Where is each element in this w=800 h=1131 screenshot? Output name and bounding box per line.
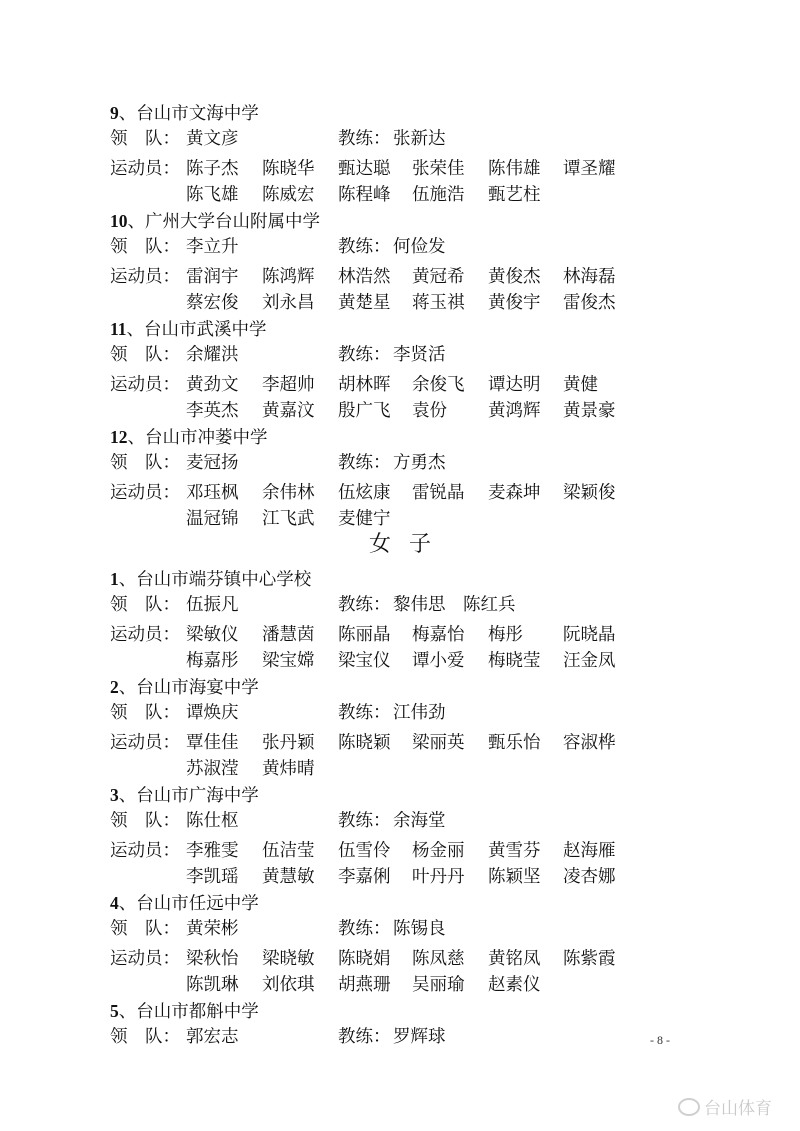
athlete-name: 甄乐怡: [488, 733, 541, 753]
team-number-separator: 、: [127, 212, 145, 232]
athlete-name: 陈子杰: [186, 159, 239, 179]
athlete-name: 伍雪伶: [338, 841, 391, 861]
athlete-name: 麦健宁: [338, 509, 391, 529]
team-name: 台山市冲蒌中学: [145, 428, 268, 448]
team-leader: 伍振凡: [186, 595, 239, 615]
athlete-name: 温冠锦: [186, 509, 239, 529]
athlete-name: 黄慧敏: [262, 867, 315, 887]
team-leader: 麦冠扬: [186, 453, 239, 473]
team-number-separator: 、: [118, 786, 137, 806]
coach-label: 教练：: [338, 811, 391, 831]
team-title: [110, 782, 259, 809]
team-leader: 陈仕枢: [186, 811, 239, 831]
athlete-name: 黄劲文: [186, 375, 239, 395]
team-number: 12: [110, 427, 128, 447]
team-leader: 李立升: [186, 237, 239, 257]
athlete-name: 梅嘉彤: [186, 651, 239, 671]
athlete-name: 黄嘉汶: [262, 401, 315, 421]
coach-label: 教练：: [338, 703, 391, 723]
athletes-label: 运动员：: [110, 375, 180, 395]
watermark: [678, 1094, 772, 1119]
coach-label: 教练：: [338, 129, 391, 149]
watermark-text: 台山体育: [704, 1099, 772, 1119]
team-number: 2: [110, 677, 119, 697]
weibo-icon: [678, 1098, 700, 1116]
team-number: 10: [110, 211, 128, 231]
athlete-name: 苏淑滢: [186, 759, 239, 779]
leader-label: 领 队：: [110, 811, 180, 831]
athlete-name: 梁颖俊: [563, 483, 616, 503]
athlete-name: 梁敏仪: [186, 625, 239, 645]
team-leader: 黄文彦: [186, 129, 239, 149]
athlete-name: 余伟林: [262, 483, 315, 503]
team-coaches: 余海堂: [393, 811, 446, 831]
athlete-name: 陈丽晶: [338, 625, 391, 645]
athlete-name: 黄楚星: [338, 293, 391, 313]
athletes-label: 运动员：: [110, 159, 180, 179]
coach-label: 教练：: [338, 1027, 391, 1047]
athlete-name: 陈伟雄: [488, 159, 541, 179]
coach-label: 教练：: [338, 919, 391, 939]
team-title: [110, 674, 259, 701]
team-title: [110, 566, 311, 593]
athlete-name: 杨金丽: [412, 841, 465, 861]
team-title: [110, 424, 268, 451]
team-name: 台山市都斛中学: [136, 1002, 259, 1022]
athlete-name: 梅彤: [488, 625, 523, 645]
athlete-name: 李雅雯: [186, 841, 239, 861]
team-number: 3: [110, 785, 119, 805]
athlete-name: 蔡宏俊: [186, 293, 239, 313]
team-title: [110, 316, 267, 343]
team-name: 广州大学台山附属中学: [145, 212, 320, 232]
athlete-name: 黄景豪: [563, 401, 616, 421]
athlete-name: 李嘉俐: [338, 867, 391, 887]
team-number: 4: [110, 893, 119, 913]
athletes-label: 运动员：: [110, 483, 180, 503]
team-name: 台山市文海中学: [136, 104, 259, 124]
athlete-name: 黄健: [563, 375, 598, 395]
team-coaches: 张新达: [393, 129, 446, 149]
athlete-name: 梁丽英: [412, 733, 465, 753]
team-coaches: 江伟劲: [393, 703, 446, 723]
athlete-name: 梁秋怡: [186, 949, 239, 969]
athlete-name: 陈凯琳: [186, 975, 239, 995]
team-coaches: 黎伟思 陈红兵: [393, 595, 516, 615]
team-title: [110, 100, 259, 127]
team-coaches: 李贤活: [393, 345, 446, 365]
athlete-name: 张丹颖: [262, 733, 315, 753]
athlete-name: 谭小爱: [412, 651, 465, 671]
athlete-name: 黄冠希: [412, 267, 465, 287]
team-number-separator: 、: [118, 104, 137, 124]
athletes-label: 运动员：: [110, 733, 180, 753]
team-number-separator: 、: [118, 894, 137, 914]
athlete-name: 陈凤慈: [412, 949, 465, 969]
team-leader: 郭宏志: [186, 1027, 239, 1047]
athlete-name: 梅晓莹: [488, 651, 541, 671]
athlete-name: 梅嘉怡: [412, 625, 465, 645]
coach-label: 教练：: [338, 595, 391, 615]
team-name: 台山市广海中学: [136, 786, 259, 806]
leader-label: 领 队：: [110, 237, 180, 257]
athlete-name: 胡林晖: [338, 375, 391, 395]
athlete-name: 陈程峰: [338, 185, 391, 205]
athlete-name: 赵海雁: [563, 841, 616, 861]
athlete-name: 汪金凤: [563, 651, 616, 671]
athlete-name: 雷俊杰: [563, 293, 616, 313]
athletes-label: 运动员：: [110, 949, 180, 969]
leader-label: 领 队：: [110, 129, 180, 149]
athlete-name: 袁份: [412, 401, 447, 421]
athlete-name: 陈紫霞: [563, 949, 616, 969]
team-name: 台山市任远中学: [136, 894, 259, 914]
athlete-name: 覃佳佳: [186, 733, 239, 753]
athlete-name: 黄俊杰: [488, 267, 541, 287]
athlete-name: 殷广飞: [338, 401, 391, 421]
athlete-name: 林浩然: [338, 267, 391, 287]
leader-label: 领 队：: [110, 919, 180, 939]
team-title: [110, 998, 259, 1025]
athlete-name: 蒋玉祺: [412, 293, 465, 313]
team-coaches: 陈锡良: [393, 919, 446, 939]
athlete-name: 刘永昌: [262, 293, 315, 313]
athlete-name: 黄炜晴: [262, 759, 315, 779]
athlete-name: 陈晓娟: [338, 949, 391, 969]
athlete-name: 陈晓颖: [338, 733, 391, 753]
team-coaches: 罗辉球: [393, 1027, 446, 1047]
page-number: - 8 -: [650, 1033, 670, 1047]
athlete-name: 梁晓敏: [262, 949, 315, 969]
team-number-separator: 、: [118, 678, 137, 698]
athlete-name: 陈飞雄: [186, 185, 239, 205]
athlete-name: 叶丹丹: [412, 867, 465, 887]
athletes-label: 运动员：: [110, 267, 180, 287]
leader-label: 领 队：: [110, 453, 180, 473]
athlete-name: 赵素仪: [488, 975, 541, 995]
team-leader: 谭焕庆: [186, 703, 239, 723]
athlete-name: 胡燕珊: [338, 975, 391, 995]
athlete-name: 黄俊宇: [488, 293, 541, 313]
athlete-name: 黄鸿辉: [488, 401, 541, 421]
athlete-name: 伍炫康: [338, 483, 391, 503]
athlete-name: 谭达明: [488, 375, 541, 395]
team-number-separator: 、: [127, 428, 145, 448]
athlete-name: 梁宝仪: [338, 651, 391, 671]
coach-label: 教练：: [338, 237, 391, 257]
athlete-name: 林海磊: [563, 267, 616, 287]
athlete-name: 甄达聪: [338, 159, 391, 179]
athlete-name: 雷锐晶: [412, 483, 465, 503]
athlete-name: 陈鸿辉: [262, 267, 315, 287]
athlete-name: 李凯瑶: [186, 867, 239, 887]
leader-label: 领 队：: [110, 595, 180, 615]
athlete-name: 伍施浩: [412, 185, 465, 205]
team-name: 台山市海宴中学: [136, 678, 259, 698]
team-coaches: 方勇杰: [393, 453, 446, 473]
section-heading-girls: 女子: [368, 532, 449, 557]
athlete-name: 刘依琪: [262, 975, 315, 995]
athlete-name: 潘慧茵: [262, 625, 315, 645]
team-number: 1: [110, 569, 119, 589]
athlete-name: 甄艺柱: [488, 185, 541, 205]
team-number-separator: 、: [118, 1002, 137, 1022]
team-number: 11: [110, 319, 127, 339]
team-number: 5: [110, 1001, 119, 1021]
athlete-name: 李超帅: [262, 375, 315, 395]
athlete-name: 梁宝嫦: [262, 651, 315, 671]
team-coaches: 何俭发: [393, 237, 446, 257]
athlete-name: 吴丽瑜: [412, 975, 465, 995]
coach-label: 教练：: [338, 345, 391, 365]
athlete-name: 雷润宇: [186, 267, 239, 287]
team-number: 9: [110, 103, 119, 123]
athlete-name: 余俊飞: [412, 375, 465, 395]
athletes-label: 运动员：: [110, 625, 180, 645]
team-title: [110, 208, 320, 235]
leader-label: 领 队：: [110, 1027, 180, 1047]
coach-label: 教练：: [338, 453, 391, 473]
athlete-name: 麦森坤: [488, 483, 541, 503]
athlete-name: 凌杏娜: [563, 867, 616, 887]
athlete-name: 张荣佳: [412, 159, 465, 179]
team-leader: 黄荣彬: [186, 919, 239, 939]
team-name: 台山市端芬镇中心学校: [136, 570, 312, 590]
team-leader: 余耀洪: [186, 345, 239, 365]
team-title: [110, 890, 259, 917]
athlete-name: 黄铭凤: [488, 949, 541, 969]
athlete-name: 陈威宏: [262, 185, 315, 205]
athlete-name: 阮晓晶: [563, 625, 616, 645]
athlete-name: 容淑桦: [563, 733, 616, 753]
athlete-name: 伍洁莹: [262, 841, 315, 861]
athlete-name: 谭圣耀: [563, 159, 616, 179]
athletes-label: 运动员：: [110, 841, 180, 861]
athlete-name: 江飞武: [262, 509, 315, 529]
team-number-separator: 、: [126, 320, 145, 340]
athlete-name: 陈晓华: [262, 159, 315, 179]
athlete-name: 邓珏枫: [186, 483, 239, 503]
athlete-name: 陈颖坚: [488, 867, 541, 887]
athlete-name: 李英杰: [186, 401, 239, 421]
team-number-separator: 、: [118, 570, 137, 590]
team-name: 台山市武溪中学: [144, 320, 267, 340]
leader-label: 领 队：: [110, 345, 180, 365]
leader-label: 领 队：: [110, 703, 180, 723]
athlete-name: 黄雪芬: [488, 841, 541, 861]
